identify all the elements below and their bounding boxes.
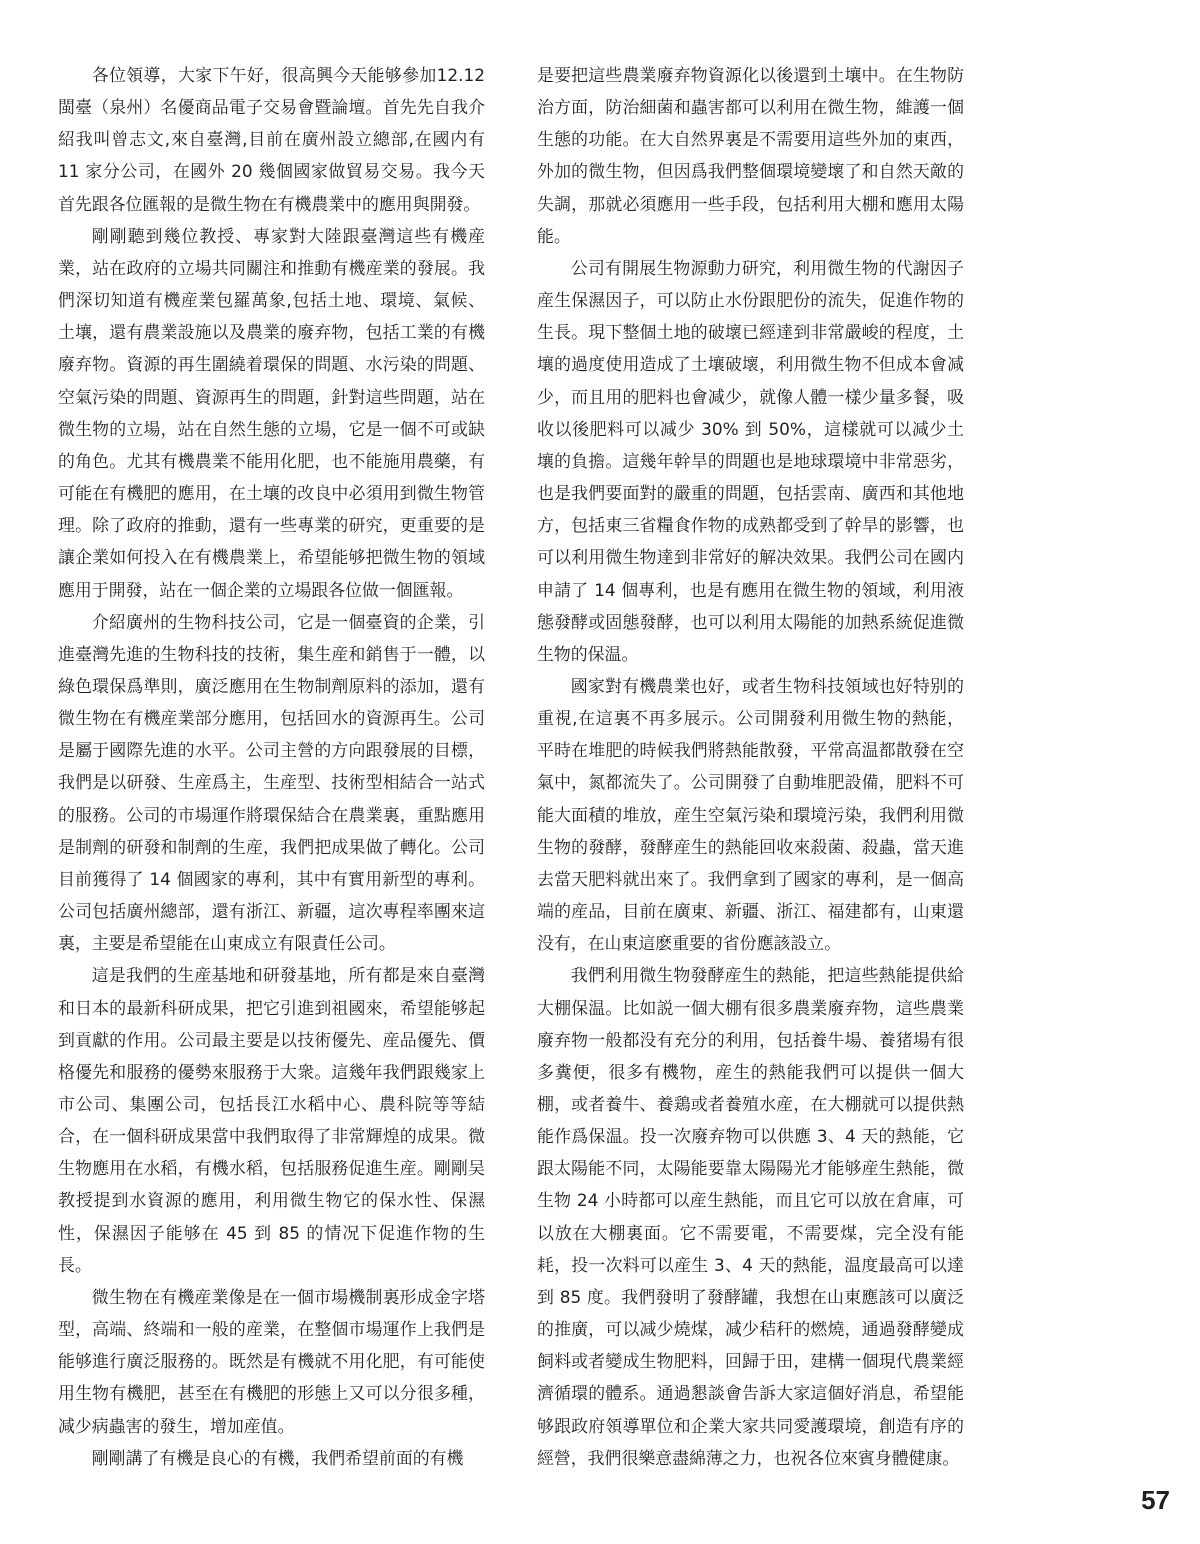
paragraph: 介紹廣州的生物科技公司，它是一個臺資的企業，引進臺灣先進的生物科技的技術，集生産和銷售于一體，以綠色環保爲準則，廣泛應用在生物制劑原料的添加，還有微生物在有機産業部分應用，包括回水的資源再生。公司是屬于國際先進的水平。公司主營的方向跟發展的目標，我們是以研發、生産爲主，生産型、技術型相結合一站式的服務。公司的市場運作將環保結合在農業裏，重點應用是制劑的研發和制劑的生産，我們把成果做了轉化。公司目前獲得了 14 個國家的專利，其中有實用新型的專利。公司包括廣州總部，還有浙江、新疆，這次專程率團來這裏，主要是希望能在山東成立有限責任公司。	[58, 611, 485, 954]
paragraph: 剛剛講了有機是良心的有機，我們希望前面的有機	[91, 1447, 464, 1468]
paragraph: 我們利用微生物發酵産生的熱能，把這些熱能提供給大棚保温。比如説一個大棚有很多農業廢弃物，這些農業廢弃物一般都没有充分的利用，包括養牛場、養猪場有很多糞便，很多有機物，産生的熱能我們可以提供一個大棚，或者養牛、養鶏或者養殖水産，在大棚就可以提供熱能作爲保温。投一次廢弃物可以供應 3、4 天的熱能，它跟太陽能不同，太陽能要靠太陽陽光才能够産生熱能，微生物 24 小時都可以産生熱能，而且它可以放在倉庫，可以放在大棚裏面。它不需要電，不需要煤，完全没有能耗，投一次料可以産生 3、4 天的熱能，温度最高可以達到 85 度。我們發明了發酵罐，我想在山東應該可以廣泛的推廣，可以减少燒煤，减少秸秆的燃燒，通過發酵變成飼料或者變成生物肥料，回歸于田，建構一個現代農業經濟循環的體系。通過懇談會告訴大家這個好消息，希望能够跟政府領導單位和企業大家共同愛護環境，創造有序的經營，我們很樂意盡綿薄之力，也祝各位來賓身體健康。	[537, 965, 964, 1468]
paragraph: 微生物在有機産業像是在一個市場機制裏形成金字塔型，高端、終端和一般的産業，在整個市場運作上我們是能够進行廣泛服務的。既然是有機就不用化肥，有可能使用生物有機肥，甚至在有機肥的形態上又可以分很多種，减少病蟲害的發生，增加産值。	[58, 1286, 485, 1436]
page-number: 57	[1141, 1485, 1170, 1515]
paragraph: 公司有開展生物源動力研究，利用微生物的代謝因子産生保濕因子，可以防止水份跟肥份的流失，促進作物的生長。現下整個土地的破壞已經達到非常嚴峻的程度，土壤的過度使用造成了土壤破壞，利用微生物不但成本會减少，而且用的肥料也會减少，就像人體一樣少量多餐，吸收以後肥料可以减少 30% 到 50%，這樣就可以减少土壤的負擔。這幾年幹旱的問題也是地球環境中非常惡劣，也是我們要面對的嚴重的問題，包括雲南、廣西和其他地方，包括東三省糧食作物的成熟都受到了幹旱的影響，也可以利用微生物達到非常好的解决效果。我們公司在國内申請了 14 個專利，也是有應用在微生物的領域，利用液態發酵或固態發酵，也可以利用太陽能的加熱系統促進微生物的保温。	[537, 257, 964, 664]
paragraph-continuation: 是要把這些農業廢弃物資源化以後還到土壤中。在生物防治方面，防治細菌和蟲害都可以利用在微生物，維護一個生態的功能。在大自然界裏是不需要用這些外加的東西，外加的微生物，但因爲我們整個環境變壞了和自然天敵的失調，那就必須應用一些手段，包括利用大棚和應用太陽能。	[537, 65, 964, 246]
left-column	[58, 59, 485, 1474]
right-column	[537, 59, 964, 1474]
paragraph: 各位領導，大家下午好，很高興今天能够參加12.12 閩臺（泉州）名優商品電子交易會暨論壇。首先先自我介紹我叫曾志文,來自臺灣,目前在廣州設立總部,在國内有 11 家分公司，在國外 20 幾個國家做貿易交易。我今天首先跟各位匯報的是微生物在有機農業中的應用與開發。	[58, 65, 485, 214]
paragraph: 剛剛聽到幾位教授、專家對大陸跟臺灣這些有機産業，站在政府的立場共同關注和推動有機産業的發展。我們深切知道有機産業包羅萬象,包括土地、環境、氣候、土壤，還有農業設施以及農業的廢弃物，包括工業的有機廢弃物。資源的再生圍繞着環保的問題、水污染的問題、空氣污染的問題、資源再生的問題，針對這些問題，站在微生物的立場，站在自然生態的立場，它是一個不可或缺的角色。尤其有機農業不能用化肥，也不能施用農藥，有可能在有機肥的應用，在土壤的改良中必須用到微生物管理。除了政府的推動，還有一些專業的研究，更重要的是讓企業如何投入在有機農業上，希望能够把微生物的領域應用于開發，站在一個企業的立場跟各位做一個匯報。	[58, 225, 485, 600]
paragraph: 國家對有機農業也好，或者生物科技領域也好特别的重視,在這裏不再多展示。公司開發利用微生物的熱能，平時在堆肥的時候我們將熱能散發，平常高温都散發在空氣中，氮都流失了。公司開發了自動堆肥設備，肥料不可能大面積的堆放，産生空氣污染和環境污染，我們利用微生物的發酵，發酵産生的熱能回收來殺菌、殺蟲，當天進去當天肥料就出來了。我們拿到了國家的專利，是一個高端的産品，目前在廣東、新疆、浙江、福建都有，山東還没有，在山東這麽重要的省份應該設立。	[537, 675, 964, 954]
paragraph: 這是我們的生産基地和研發基地，所有都是來自臺灣和日本的最新科研成果，把它引進到祖國來，希望能够起到貢獻的作用。公司最主要是以技術優先、産品優先、價格優先和服務的優勢來服務于大衆。這幾年我們跟幾家上市公司、集團公司，包括長江水稻中心、農科院等等結合，在一個科研成果當中我們取得了非常輝煌的成果。微生物應用在水稻，有機水稻，包括服務促進生産。剛剛吴教授提到水資源的應用，利用微生物它的保水性、保濕性，保濕因子能够在 45 到 85 的情况下促進作物的生長。	[58, 965, 485, 1275]
